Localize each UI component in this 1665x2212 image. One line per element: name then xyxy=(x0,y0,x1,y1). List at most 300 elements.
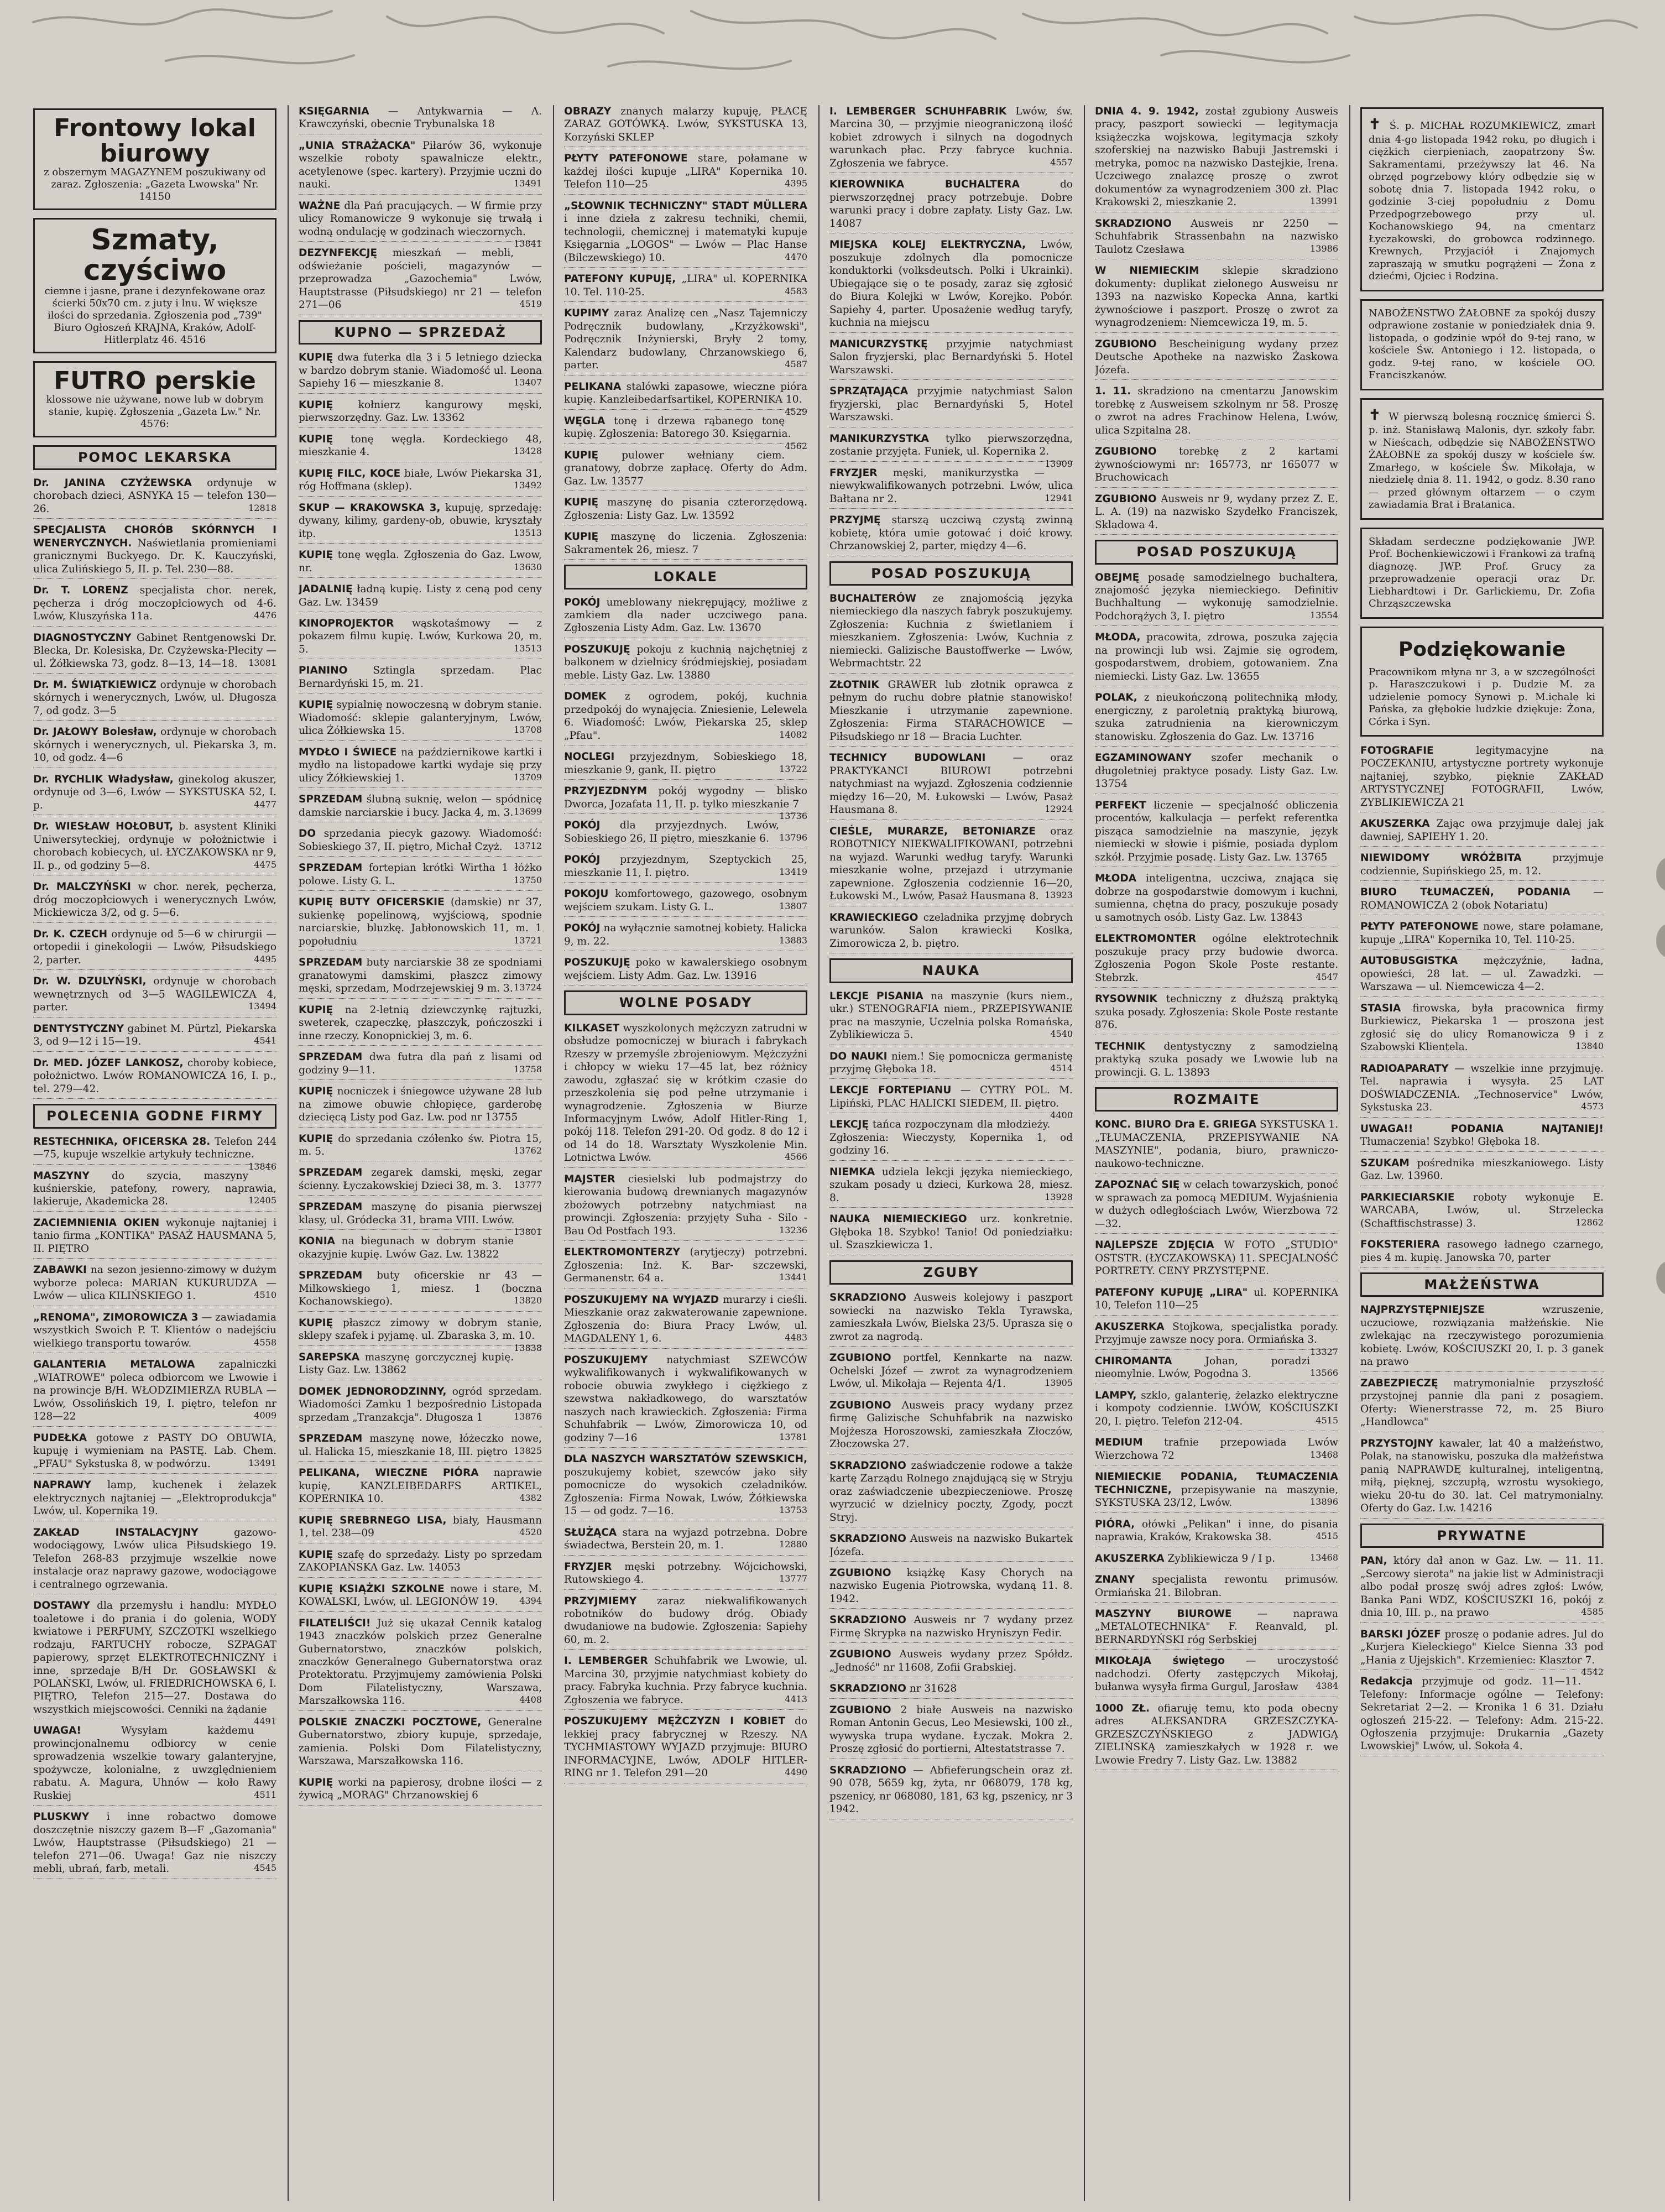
ad-text: ul. KOPERNIKA 10, Telefon 110—25 xyxy=(1095,1286,1338,1312)
ad-text: Johan, poradzi nieomylnie. Lwów, Pogodna 3. xyxy=(1095,1355,1311,1380)
classified-ad xyxy=(1360,1062,1604,1118)
classified-ad xyxy=(299,746,542,788)
classified-ad xyxy=(1360,1191,1604,1233)
classified-ad xyxy=(1095,385,1338,440)
ad-text: pulower wełniany ciem. granatowy, dobrze zapłacę. Oferty do Adm. Gaz. Lw. 13577 xyxy=(564,449,807,487)
ad-lead: PRZYJMĘ xyxy=(829,514,881,526)
ad-section-list xyxy=(1095,105,1338,1770)
thanks-title: Podziękowanie xyxy=(1398,638,1566,661)
ad-text: nowe, stare połamane, kupuje „LIRA" Kopernika 10, Tel. 110-25. xyxy=(1360,921,1604,946)
classified-ad xyxy=(829,752,1073,820)
ad-lead: DOMEK JEDNORODZINNY, xyxy=(299,1385,447,1397)
ad-lead: LEKCJE PISANIA xyxy=(829,990,923,1002)
ad-text: — ROMANOWICZA 2 (obok Notariatu) xyxy=(1360,886,1604,911)
classified-ad xyxy=(564,380,807,417)
ad-code: 13758 xyxy=(514,1063,542,1074)
anniversary-notice xyxy=(1360,398,1604,520)
ad-text: maszynę nowe, łóżeczko nowe, ul. Halicka 15, mieszkanie 18, III. piętro xyxy=(299,1433,542,1458)
ad-text: na wyłącznie samotnej kobiety. Halicka 9, m. 22. xyxy=(564,922,807,947)
ad-lead: MEDIUM xyxy=(1095,1437,1143,1449)
ad-text: maszynę gorczycznej kupię. Listy Gaz. Lw. 13862 xyxy=(299,1351,514,1376)
ad-text: — zawiadamia wszystkich Swoich P. T. Klientów o nadejściu wielkiego transportu towarów. xyxy=(33,1311,276,1349)
classified-ad xyxy=(1360,1123,1604,1152)
ad-lead: KUPIĘ KSIĄŻKI SZKOLNE xyxy=(299,1583,445,1595)
classified-ad xyxy=(1095,445,1338,487)
ad-code: 12405 xyxy=(248,1195,276,1206)
ad-text: w chor. nerek, pęcherza, dróg moczopłciowych i wenerycznych Lwów, Mickiewicza 3/2, od g. 5—6. xyxy=(33,881,276,919)
classified-ad xyxy=(299,1617,542,1711)
classified-ad xyxy=(829,432,1073,469)
ad-code: 12862 xyxy=(1575,1217,1604,1228)
ad-code: 4566 xyxy=(785,1151,807,1162)
ad-lead: PLUSKWY xyxy=(33,1811,90,1823)
ad-text: ofiaruję temu, kto poda obecny adres ALEKSANDRA GRZESZCZYKA-GRZESZCZYŃSKIEGO z JADWIGĄ ZIELIŃSKĄ zamieszkałych w 1928 r. we Lwowie Fredry 7. Listy Gaz. Lw. 13882 xyxy=(1095,1702,1338,1766)
classified-ad xyxy=(1095,1040,1338,1082)
classified-ad xyxy=(33,1057,276,1099)
ad-lead: NIEMKA xyxy=(829,1166,875,1178)
ad-text: lamp, kuchenek i żelazek elektrycznych najtaniej — „Elektroprodukcja" Lwów, ul. Kopernika 19. xyxy=(33,1479,276,1517)
ad-lead: MŁODA xyxy=(1095,873,1137,885)
classified-ad xyxy=(564,956,807,985)
ad-lead: Dr. M. ŚWIĄTKIEWICZ xyxy=(33,679,156,691)
ad-lead: POSZUKUJEMY NA WYJAZD xyxy=(564,1293,719,1306)
ad-code: 13428 xyxy=(514,446,542,457)
classified-ad xyxy=(299,698,542,740)
classified-ad xyxy=(33,726,276,768)
classified-ad xyxy=(299,862,542,891)
ad-text: przyjmie natychmiast Salon fryzjerski, plac Bernardyński 5. Hotel Warszawski. xyxy=(829,338,1073,376)
ad-text: ogólne elektrotechnik poszukuje pracy przy budowie dworca. Zgłoszenia Pogon Skole Poste restante. Stebrzk. xyxy=(1095,933,1338,984)
classified-ad xyxy=(33,773,276,815)
classified-ad xyxy=(1095,1355,1338,1384)
ad-text: książkę Kasy Chorych na nazwisko Eugenia Piotrowska, wydaną 11. 8. 1942. xyxy=(829,1567,1073,1605)
ad-text: dentystyczny z samodzielną praktyką szuka posady we Lwowie lub na prowincji. G. L. 13893 xyxy=(1095,1040,1338,1078)
classified-ad xyxy=(564,449,807,491)
ad-lead: SKRADZIONO xyxy=(829,1683,906,1695)
ad-lead: SPRZEDAM xyxy=(299,1167,363,1179)
ad-text: Ausweis kolejowy i paszport sowiecki na nazwisko Tekla Tyrawska, zamieszkała Lwów, Bielska 23/5. Uprasza się o zwrot za nagrodą. xyxy=(829,1292,1073,1343)
column-rule xyxy=(288,105,289,2201)
ad-text: z nieukończoną politechniką młody, energiczny, z paroletnią praktyką biurową, szuka zatrudnienia na kierowniczym stanowisku. Zgłoszenia do Gaz. Lw. 13716 xyxy=(1095,692,1338,743)
classified-ad xyxy=(564,1526,807,1556)
ad-text: naprawie kupię, KANZLEIBEDARFS ARTIKEL, KOPERNIKA 10. xyxy=(299,1467,542,1505)
ad-code: 13928 xyxy=(1045,1191,1073,1202)
classified-ad xyxy=(33,679,276,721)
ad-text: poszukujemy kobiet, szewców jako siły pomocnicze do wysokich czeladników. Zgłoszenia: Firma Nowak, Lwów, Żółkiewska 15 — od godz. 7—16. xyxy=(564,1466,807,1517)
ad-code: 4408 xyxy=(519,1694,542,1705)
ad-lead: AKUSZERKA xyxy=(1095,1552,1165,1564)
classified-ad xyxy=(829,679,1073,747)
ad-lead: Dr. RYCHLIK Władysław, xyxy=(33,773,174,785)
classified-ad xyxy=(1360,1554,1604,1623)
classified-ad xyxy=(564,819,807,848)
ad-text: zapalniczki „WIATROWE" poleca odbiorcom we Lwowie i na prowincje B/H. WŁODZIMIERZA RUBLA — Lwów, Ossolińskich 19, I. piętro, telefon nr 128—22 xyxy=(33,1359,276,1423)
ad-text: Telefon 244—75, kupuje wszelkie artykuły techniczne. xyxy=(33,1135,276,1161)
ad-text: przyjezdnym, Sobieskiego 18, mieszkanie 9, gank, II. piętro xyxy=(564,751,807,776)
ad-code: 12924 xyxy=(1045,804,1073,815)
ad-text: nowe i stare, M. KOWALSKI, Lwów, ul. LEGIONÓW 19. xyxy=(299,1583,542,1608)
classified-ad xyxy=(829,911,1073,953)
classified-ad xyxy=(829,178,1073,233)
ad-lead: ZAKŁAD INSTALACYJNY xyxy=(33,1526,199,1538)
ad-lead: BIURO TŁUMACZEŃ, PODANIA xyxy=(1360,886,1570,899)
classified-ad xyxy=(1095,1321,1338,1357)
classified-ad xyxy=(299,1201,542,1238)
ad-text: wykonuje najtaniej i tanio firma „KONTIKA" PASAŻ HAUSMANA 5, II. PIĘTRO xyxy=(33,1217,276,1255)
ad-text: sypialnię nowoczesną w dobrym stanie. Wiadomość: sklepie galanteryjnym, Lwów, ulica Żółkiewska 15. xyxy=(299,699,542,737)
ad-text: został zgubiony Ausweis pracy, paszport sowiecki — legitymacja książeczka wojskowa, legitymacja szkoły szoferskiej na nazwisko Babuji Jastremski i metryka, pomoc na nazwisko Dastejkie, Irena. Uczciwego znalazcę proszę o zwrot dokumentów za wynagrodzeniem 300 zł. Plac Krakowski 2, mieszkanie 2. xyxy=(1095,106,1338,208)
ad-lead: DO xyxy=(299,828,316,840)
ad-code: 13081 xyxy=(248,657,276,668)
classified-ad xyxy=(1095,105,1338,212)
classified-ad xyxy=(299,617,542,659)
classified-ad xyxy=(829,1118,1073,1160)
ad-code: 4395 xyxy=(785,178,807,189)
ad-code: 13468 xyxy=(1310,1449,1338,1460)
classified-ad xyxy=(829,1213,1073,1255)
section-header: POMOC LEKARSKA xyxy=(33,445,276,469)
column-rule xyxy=(1084,105,1085,2201)
ad-text: szklo, galanterię, żelazko elektryczne i kompoty codziennie. LWÓW, KOŚCIUSZKI 20, I. piętro. Telefon 212-04. xyxy=(1095,1389,1338,1427)
ad-lead: KUPIĘ xyxy=(299,1133,333,1145)
ad-lead: POSZUKUJĘ xyxy=(564,957,630,969)
ad-code: 13781 xyxy=(779,1431,807,1442)
ad-text: w celach towarzyskich, ponoć w sprawach za pomocą MEDIUM. Wyjaśnienia w dużych odległościach Lwów, Wierzbowa 72—32. xyxy=(1095,1179,1338,1230)
classified-ad xyxy=(829,1648,1073,1677)
ad-lead: SKUP — KRAKOWSKA 3, xyxy=(299,502,441,514)
ad-text: wyszkolonych mężczyzn zatrudni w obsłudze pomocniczej w biurach i fabrykach Rzeszy w przemyśle zbrojeniowym. Mężczyźni i chłopcy w wieku 17—45 lat, bez różnicy zawodu, zgłaszać się w krótkim czasie do przeszkolenia się pod pełne utrzymanie i wynagrodzenie. Zgłoszenia w Biurze Informacyjnym Lwów, Adolf Hitler-Ring 1, pokój 118. Telefon 291-20. Od godz. 8 do 12 i od 14 do 18. Warsztaty Wyszkolenie Min. Lotnictwa Lwów. xyxy=(564,1022,807,1164)
ad-text: (damskie) nr 37, sukienkę popelinową, wyjściową, spodnie narciarskie, bluzkę. Jabłonowskich 11, m. 1 popołudniu xyxy=(299,896,542,947)
ad-code: 4476 xyxy=(254,610,276,621)
ad-text: legitymacyjne na POCZEKANIU, artystyczne portrety wykonuje najtaniej, szybko, pięknie ZAKŁAD ARTYSTYCZNEJ FOTOGRAFII, Lwów, ZYBLIKIEWICZA 21 xyxy=(1360,745,1604,808)
classified-ad xyxy=(299,1548,542,1578)
ad-lead: NAJLEPSZE ZDJĘCIA xyxy=(1095,1239,1214,1251)
ad-code: 13876 xyxy=(514,1411,542,1422)
ad-lead: KUPIĘ BUTY OFICERSKIE xyxy=(299,896,445,909)
ad-text: stara na wyjazd potrzebna. Dobre świadectwa, Berstein 20, m. 1. xyxy=(564,1526,807,1552)
ad-lead: JADALNIĘ xyxy=(299,583,353,596)
ad-text: — CYTRY POL. M. Lipiński, PLAC HALICKI SIEDEM, II. piętro. xyxy=(829,1084,1073,1109)
ad-text: Stojkowa, specjalistka porady. Przyjmuje zawsze nocy pora. Ormiańska 3. xyxy=(1095,1321,1338,1346)
ad-lead: ZGUBIONO xyxy=(1095,493,1157,505)
ad-text: płaszcz zimowy w dobrym stanie, sklepy szafek i pyjamę. ul. Zbaraska 3, m. 10. xyxy=(299,1317,542,1342)
column-rule xyxy=(818,105,820,2201)
classified-ad xyxy=(299,247,542,315)
classified-ad xyxy=(829,1084,1073,1121)
ad-text: Lwów, św. Marcina 30, — przyjmie nieograniczoną ilość kobiet zdrowych i silnych na dogodnych warunkach płac. Przy fabryce kuchnia. Zgłoszenia we fabryce. xyxy=(829,106,1073,169)
ad-lead: Dr. W. DZULYŃSKI, xyxy=(33,975,147,988)
ad-code: 4520 xyxy=(519,1527,542,1538)
ad-code: 4009 xyxy=(254,1410,276,1421)
classified-ad xyxy=(1360,886,1604,915)
ad-text: maszynę do liczenia. Zgłoszenia: Sakramentek 26, miesz. 7 xyxy=(564,531,807,556)
ad-text: worki na papierosy, drobne ilości — z żywicą „MORAG" Chrzanowskiej 6 xyxy=(299,1776,542,1802)
ad-text: przyjmie natychmiast Salon fryzjerski, plac Bernardyński 5, Hotel Warszawski. xyxy=(829,385,1073,424)
ad-code: 13838 xyxy=(514,1342,542,1353)
classified-ad xyxy=(33,477,276,519)
obituary-notice xyxy=(1360,107,1604,291)
ad-text: Piłarów 36, wykonuje wszelkie roboty spawalnicze elektr., acetylenowe (spec. kartery). Przyjmie uczni do nauki. xyxy=(299,139,542,191)
ad-lead: 1. 11. xyxy=(1095,385,1131,398)
ad-lead: „RENOMA", ZIMOROWICZA 3 xyxy=(33,1311,199,1323)
ad-lead: SKRADZIONO xyxy=(829,1764,906,1776)
cross-icon: ✝ xyxy=(1369,406,1381,424)
ad-text: szofer mechanik o długoletniej praktyce posady. Listy Gaz. Lw. 13754 xyxy=(1095,752,1338,790)
ad-lead: I. LEMBERGER xyxy=(564,1655,648,1667)
ad-lead: KUPIMY xyxy=(564,307,609,320)
ad-lead: MASZYNY xyxy=(33,1170,90,1182)
ad-code: 4491 xyxy=(254,1716,276,1727)
ad-lead: EGZAMINOWANY xyxy=(1095,752,1192,764)
classified-ad xyxy=(33,1170,276,1212)
ad-code: 13750 xyxy=(514,874,542,885)
ad-code: 4475 xyxy=(254,859,276,870)
ad-lead: NIEWIDOMY WRÓŻBITA xyxy=(1360,852,1522,864)
ad-lead: PŁYTY PATEFONOWE xyxy=(1360,921,1479,933)
ad-code: 4541 xyxy=(254,1035,276,1046)
notice-text: Składam serdeczne podziękowanie JWP. Prof. Bochenkiewiczowi i Frankowi za trafną diagnozę. JWP. Prof. Grucy za przeprowadzenie operacji oraz Dr. Liebhardtowi i Dr. Garlickiemu, Dr. Zofia Chrząszczewska xyxy=(1369,535,1595,609)
ad-text: posadę samodzielnego buchaltera, znajomość języka niemieckiego. Definitiv Buchhaltung — wykonuję samodzielnie. Podchorążych 3, I. piętro xyxy=(1095,571,1338,622)
ad-code: 4394 xyxy=(519,1595,542,1606)
classified-ad xyxy=(564,530,807,560)
ad-text: umeblowany niekrępujący, możliwe z zamkiem dla nader uczciwego pana. Zgłoszenia Listy Adm. Gaz. Lw. 13670 xyxy=(564,596,807,634)
ad-lead: DIAGNOSTYCZNY xyxy=(33,632,132,644)
ad-text: Zając owa przyjmuje dalej jak dawniej, SAPIEHY 1. 20. xyxy=(1360,818,1604,843)
ad-code: 13699 xyxy=(514,806,542,817)
ad-text: W FOTO „STUDIO" OSTSTR. (ŁYCZAKOWSKA) 11. SPECJALNOŚĆ PORTRETY. CENY PRZYSTĘPNE. xyxy=(1095,1239,1338,1277)
ad-lead: SKRADZIONO xyxy=(829,1292,906,1304)
ad-code: 13825 xyxy=(514,1445,542,1456)
ad-text: nr 31628 xyxy=(909,1683,957,1695)
classified-ad xyxy=(1095,1286,1338,1316)
ad-text: — Abfieferungschein oraz zł. 90 078, 5659 kg, żyta, nr 068079, 178 kg, pszenicy, nr 068080, 181, 63 kg, pszenicy, nr 3 1942. xyxy=(829,1764,1073,1815)
ad-text: stalówki zapasowe, wieczne pióra kupię. Kanzleibedarfsartikel, KOPERNIKA 10. xyxy=(564,380,807,406)
ad-lead: PAN, xyxy=(1360,1555,1387,1567)
ad-lead: Dr. WIESŁAW HOŁOBUT, xyxy=(33,821,174,833)
ad-code: 4519 xyxy=(519,299,542,310)
ad-lead: NOCLEGI xyxy=(564,751,615,763)
classified-ad xyxy=(564,415,807,451)
ad-lead: MAJSTER xyxy=(564,1173,615,1185)
classified-ad xyxy=(829,825,1073,906)
ad-text: ginekolog akuszer, ordynuje od 3—6, Lwów — SYKSTUSKA 52, I. p. xyxy=(33,773,276,811)
ad-code: 4515 xyxy=(1316,1415,1338,1426)
ad-lead: ZABAWKI xyxy=(33,1264,87,1276)
ad-text: ordynuje od 5—6 w chirurgii — ortopedii i ginekologii — Lwów, Piłsudskiego 2, parter. xyxy=(33,928,276,966)
classified-ad xyxy=(1360,1238,1604,1267)
ad-code: 4585 xyxy=(1581,1606,1604,1618)
classified-ad xyxy=(299,583,542,612)
ad-lead: DOSTAWY xyxy=(33,1600,90,1612)
ad-lead: LEKCJE FORTEPIANU xyxy=(829,1084,952,1097)
ad-code: 4511 xyxy=(254,1789,276,1800)
classified-ad xyxy=(299,1085,542,1127)
ad-text: białe, Lwów Piekarska 31, róg Hoffmana (sklep). xyxy=(299,467,542,493)
ad-lead: UWAGA!! PODANIA NAJTANIEJ! xyxy=(1360,1123,1604,1135)
classified-ad xyxy=(1360,1157,1604,1186)
classified-ad xyxy=(299,1432,542,1462)
classified-ad xyxy=(299,1351,542,1380)
ad-text: specjalista chor. nerek, pęcherza i dróg moczopłciowych od 4-6. Lwów, Kluszyńska 11a. xyxy=(33,585,276,623)
classified-ad xyxy=(299,1385,542,1427)
section-header: MAŁŻEŃSTWA xyxy=(1360,1272,1604,1297)
ad-code: 13896 xyxy=(1310,1496,1338,1507)
ad-code: 4583 xyxy=(785,285,807,296)
ad-lead: CHIROMANTA xyxy=(1095,1355,1172,1367)
ad-text: Lwów, poszukuje zdolnych dla pomocnicze konduktorki (volksdeutsch. Polki i Ukrainki). Ubiegające się o te posady, zaraz się zgłosić do Biura Kolejki w Lwów, Korejko. Pobór. Sapiehy 4, parter. Uposażenie według taryfy, kuchnia na miejscu xyxy=(829,239,1073,329)
ad-code: 13441 xyxy=(779,1272,807,1283)
ad-code: 4490 xyxy=(785,1767,807,1778)
display-ad xyxy=(33,218,276,353)
section-header: PRYWATNE xyxy=(1360,1524,1604,1548)
classified-ad xyxy=(564,853,807,883)
ad-lead: FILATELIŚCI! xyxy=(299,1617,371,1629)
classified-ad xyxy=(33,1526,276,1594)
ad-text: — naprawa „METALOTECHNIKA" F. Reanvald, pl. BERNARDYŃSKI róg Serbskiej xyxy=(1095,1608,1338,1646)
ad-code: 13883 xyxy=(779,935,807,946)
ad-code: 4400 xyxy=(1050,1110,1073,1121)
ad-text: mężczyźnie, ładna, opowieści, 28 lat. — ul. Zawadzki. — Warszawa — ul. Niemcewicza 4—2. xyxy=(1360,955,1604,993)
classified-ad xyxy=(564,1655,807,1710)
section-header: NAUKA xyxy=(829,958,1073,983)
ad-text: Już się ukazał Cennik katalog 1943 znaczków polskich przez Generalne Gubernatorstwo, znaczków polskich, znaczków Generalnego Gubernatorstwa oraz Protektoratu. Przyjmujemy zamówienia Polski Dom Filatelistyczny, Warszawa, Marszałkowska 116. xyxy=(299,1617,542,1707)
ad-text: męski potrzebny. Wójcichowski, Rutowskiego 4. xyxy=(564,1561,807,1586)
ad-code: 13923 xyxy=(1045,890,1073,901)
classified-ad xyxy=(564,273,807,302)
ad-lead: AUTOBUSGISTKA xyxy=(1360,955,1458,967)
classified-ad xyxy=(33,1724,276,1806)
ad-lead: ZAPOZNAĆ SIĘ xyxy=(1095,1179,1180,1191)
ad-code: 4382 xyxy=(519,1493,542,1504)
ad-lead: KUPIĘ xyxy=(299,352,333,364)
column-6 xyxy=(1360,105,1604,2201)
ad-code: 4587 xyxy=(785,359,807,370)
ad-lead: PARKIECIARSKIE xyxy=(1360,1191,1455,1203)
ad-text: choroby kobiece, położnictwo. Lwów ROMANOWICZA 16, I. p., tel. 279—42. xyxy=(33,1057,276,1095)
ad-code: 13513 xyxy=(514,643,542,654)
classified-ad xyxy=(1095,1436,1338,1465)
ad-lead: ZGUBIONO xyxy=(829,1352,891,1364)
ad-code: 4413 xyxy=(785,1693,807,1704)
ad-section-list xyxy=(564,105,807,1783)
column-3 xyxy=(564,105,807,2201)
ad-lead: PUDEŁKA xyxy=(33,1432,87,1444)
ad-lead: KRAWIECKIEGO xyxy=(829,911,918,924)
ad-lead: ZGUBIONO xyxy=(829,1567,891,1579)
classified-ad xyxy=(1360,817,1604,847)
classified-ad xyxy=(299,1133,542,1162)
classified-ad xyxy=(299,467,542,497)
ad-text: fortepian krótki Wirtha 1 łóżko polowe. Listy G. L. xyxy=(299,862,542,887)
classified-ad xyxy=(1095,993,1338,1035)
ad-text: firowska, była pracownica firmy Burkiewicz, Piekarska 1 — proszona jest zgłosić się do ulicy Romanowicza 9 i z Szabowski Klientela. xyxy=(1360,1002,1604,1053)
ad-code: 12880 xyxy=(779,1539,807,1550)
ad-lead: LEKCJĘ xyxy=(829,1119,869,1131)
ad-lead: SPRZEDAM xyxy=(299,1433,363,1445)
ad-lead: POKÓJ xyxy=(564,596,601,608)
classified-ad xyxy=(299,827,542,857)
classified-ad xyxy=(33,928,276,970)
ad-lead: BUCHALTERÓW xyxy=(829,593,916,604)
ad-code: 4562 xyxy=(785,440,807,451)
ad-lead: ZGUBIONO xyxy=(1095,338,1157,350)
ad-code: 4573 xyxy=(1581,1101,1604,1112)
ad-text: maszynę do pisania czterorzędową. Zgłoszenia: Listy Gaz. Lw. 13592 xyxy=(564,497,807,521)
ad-text: tonę węgla. Zgłoszenia do Gaz. Lwow, nr. xyxy=(299,549,542,574)
classified-ad xyxy=(1095,338,1338,380)
ad-text: Schuhfabrik we Lwowie, ul. Marcina 30, przyjmie natychmiast kobiety do pracy. Fabryka kuchnia. Przy fabryce kuchnia. Zgłoszenia we fabryce. xyxy=(564,1655,807,1706)
ad-text: starszą uczciwą czystą zwinną kobietę, która umie gotować i doić krowy. Chrzanowskiej 2, parter, między 4—6. xyxy=(829,514,1073,552)
classified-ad xyxy=(1095,1552,1338,1568)
ad-code: 13801 xyxy=(514,1227,542,1238)
column-1 xyxy=(33,105,276,2201)
ad-lead: POSZUKUJEMY MĘŻCZYZN I KOBIET xyxy=(564,1715,786,1728)
classified-ad xyxy=(564,1293,807,1349)
ad-lead: NIEMIECKIE PODANIA, TŁUMACZENIA TECHNICZNE, xyxy=(1095,1471,1338,1496)
ad-lead: POLSKIE ZNACZKI POCZTOWE, xyxy=(299,1716,482,1728)
ad-text: dla przyjezdnych. Lwów, Sobieskiego 26, II piętro, mieszkanie 6. xyxy=(564,820,780,844)
classified-ad xyxy=(299,1051,542,1080)
ad-code: 13630 xyxy=(514,561,542,572)
classified-ad xyxy=(1095,1118,1338,1173)
ad-lead: Dr. T. LORENZ xyxy=(33,585,128,597)
classified-ad xyxy=(1360,852,1604,881)
classified-ad xyxy=(33,820,276,875)
ad-text: na biegunach w dobrym stanie okazyjnie kupię. Lwów Gaz. Lw. 13822 xyxy=(299,1235,514,1260)
classified-ad xyxy=(564,105,807,147)
ad-lead: SPRZEDAM xyxy=(299,1201,363,1213)
classified-ad xyxy=(829,1459,1073,1527)
ad-code: 13777 xyxy=(514,1179,542,1190)
ad-text: Ausweis wydany przez Spółdz. „Jedność" nr 11608, Zofii Grabskiej. xyxy=(829,1648,1073,1673)
ad-lead: CIEŚLE, MURARZE, BETONIARZE xyxy=(829,825,1036,837)
ad-text: oraz ROBOTNICY NIEKWALIFIKOWANI, potrzebni na wyjazd. Warunki według taryfy. Warunki mieszkanie wolne, przejazd i utrzymanie zapewnione. Zgłoszenia codziennie 16—20, Łukowski M., Lwów, Pasaż Hausmana 8. xyxy=(829,825,1073,902)
column-5 xyxy=(1095,105,1338,2201)
classified-ad xyxy=(299,664,542,693)
ad-text: stare, połamane w każdej ilości kupuje „LIRA" Kopernika 10. Telefon 110—25 xyxy=(564,153,807,191)
ad-lead: POSZUKUJEMY xyxy=(564,1354,648,1366)
classified-ad xyxy=(299,433,542,462)
section-header: KUPNO — SPRZEDAŻ xyxy=(299,320,542,345)
classified-ad xyxy=(299,200,542,249)
ad-text: maszynę do pisania pierwszej klasy, ul. Gródecka 31, brama VIII. Lwów. xyxy=(299,1201,542,1226)
ad-lead: SPRZĄTAJĄCA xyxy=(829,385,909,398)
ad-code: 12818 xyxy=(248,502,276,513)
ad-code: 4545 xyxy=(254,1863,276,1874)
ad-code: 13327 xyxy=(1310,1346,1338,1357)
ad-lead: MANICURZYSTKĘ xyxy=(829,338,928,350)
ad-text: komfortowego, gazowego, osobnym wejściem szukam. Listy G. L. xyxy=(564,888,807,913)
ad-code: 4542 xyxy=(1581,1667,1604,1678)
ad-lead: TECHNICY BUDOWLANI xyxy=(829,752,986,764)
classified-ad xyxy=(829,1166,1073,1208)
classified-ad xyxy=(33,880,276,922)
ad-code: 13554 xyxy=(1310,609,1338,620)
ad-lead: SŁUŻĄCA xyxy=(564,1526,617,1538)
ad-text: do pierwszorzędnej pracy potrzebuje. Dobre warunki pracy i dobre zapłaty. Listy Gaz. Lw. 14087 xyxy=(829,179,1073,229)
classified-ad xyxy=(33,1432,276,1474)
ad-code: 4384 xyxy=(1316,1681,1338,1692)
ad-text: Ausweis na nazwisko Bukartek Józefa. xyxy=(829,1533,1073,1558)
thanks-text: Pracownikom młyna nr 3, a w szczególności p. Haraszczukowi i p. Dudzie M. za udzielenie pomocy Synowi p. M.ichale ki Pańska, za głębokie ludzkie dziękuje: Żona, Córka i Syn. xyxy=(1369,666,1595,728)
cross-icon: ✝ xyxy=(1369,116,1381,133)
ad-lead: POKÓJ xyxy=(564,820,601,832)
ad-lead: DO NAUKI xyxy=(829,1050,888,1062)
ad-lead: BARSKI JÓZEF xyxy=(1360,1628,1441,1640)
ad-text: dla przemysłu i handlu: MYDŁO toaletowe i do prania i do golenia, WODY kwiatowe i PERFUMY, SZCZOTKI wszelkiego rodzaju, FARTUCHY robocze, SZPAGAT papierowy, sprzęt ELEKTROTECHNICZNY i inne, sprzedaje B/H Dr. GOSŁAWSKI & POLAŃSKI, Lwów, ul. FRIEDRICHOWSKA 6, I. PIĘTRO, Telefon 215—27. Dostawa do wszystkich miejscowości. Cenniki na żądanie xyxy=(33,1600,276,1715)
notice-text: W pierwszą bolesną rocznicę śmierci Ś. p. inż. Stanisławą Malonis, dyr. szkoły fabr. w Nieścach, odbędzie się NABOŻEŃSTWO ŻAŁOBNE za spokój duszy w kościele św. Zmarłego, w kościele Św. Mikołaja, w niedzielę dnia 8. 11. 1942, o godz. 8.30 rano — przed głównym ołtarzem — o czym zawiadamia Brat i Bratanica. xyxy=(1369,410,1595,510)
ad-text: do szycia, maszyny kuśnierskie, patefony, rowery, naprawia, lakieruje, Akademicka 28. xyxy=(33,1170,276,1208)
